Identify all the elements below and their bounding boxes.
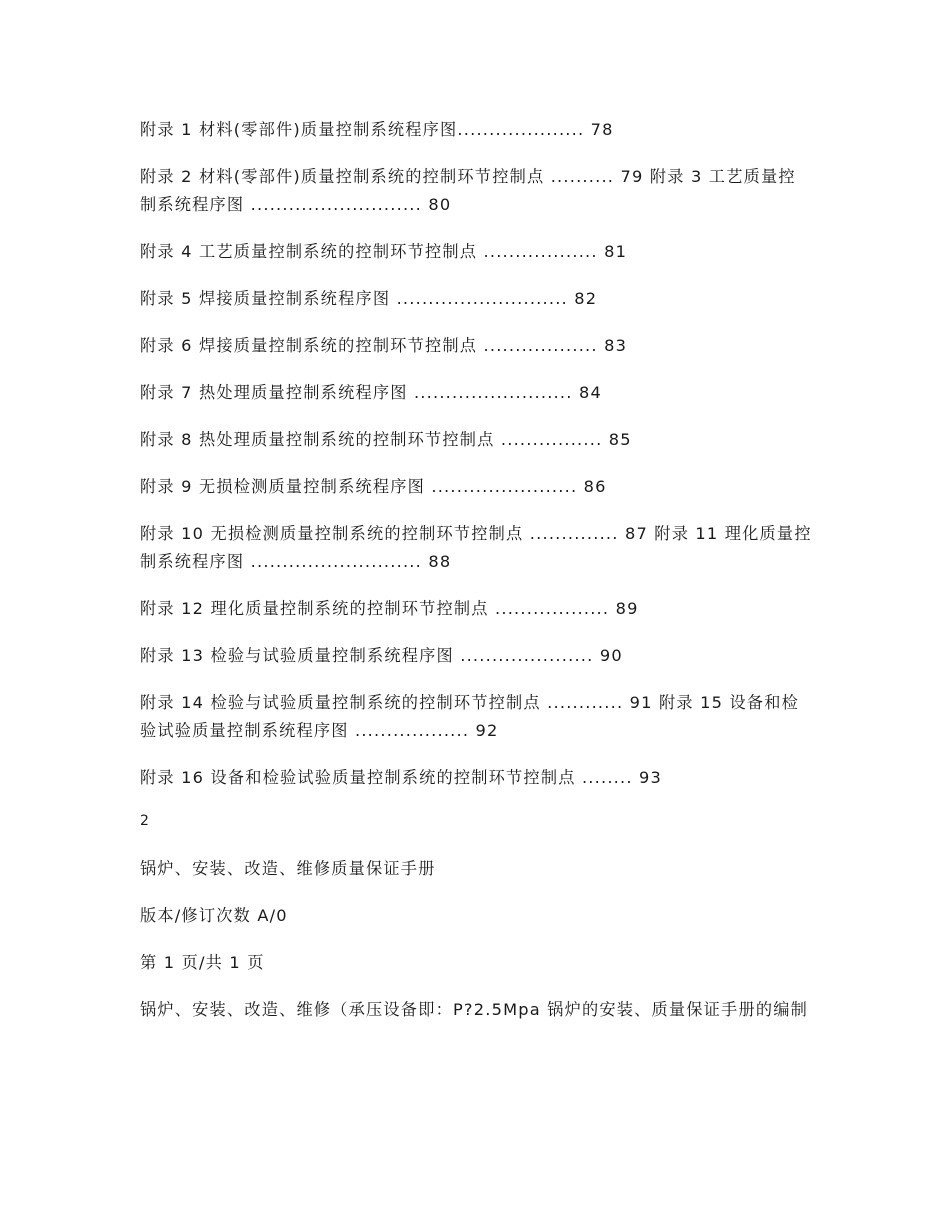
toc-entry: 附录 4 工艺质量控制系统的控制环节控制点 .................. 81: [140, 242, 628, 261]
toc-entry: 附录 13 检验与试验质量控制系统程序图 ..................... 90: [140, 646, 623, 665]
manual-title: 锅炉、安装、改造、维修质量保证手册: [140, 859, 436, 878]
toc-entry: 附录 1 材料(零部件)质量控制系统程序图.................... 78: [140, 120, 614, 139]
page-info: 第 1 页/共 1 页: [140, 953, 265, 972]
toc-entry: 附录 16 设备和检验试验质量控制系统的控制环节控制点 ........ 93: [140, 768, 663, 787]
toc-entry: 附录 14 检验与试验质量控制系统的控制环节控制点 ............ 91 附录 15 设备和检验试验质量控制系统程序图 .................. 92: [140, 693, 800, 740]
toc-entry: 附录 9 无损检测质量控制系统程序图 ....................... 86: [140, 477, 607, 496]
toc-entry: 附录 5 焊接质量控制系统程序图 ........................... 82: [140, 289, 598, 308]
toc-entry: 附录 10 无损检测质量控制系统的控制环节控制点 .............. 87 附录 11 理化质量控制系统程序图 ........................... 88: [140, 524, 812, 571]
toc-entry: 附录 12 理化质量控制系统的控制环节控制点 .................. 89: [140, 599, 639, 618]
toc-entry: 附录 8 热处理质量控制系统的控制环节控制点 ................ 85: [140, 430, 632, 449]
page-content: [140, 116, 812, 1043]
body-paragraph: 锅炉、安装、改造、维修（承压设备即：P?2.5Mpa 锅炉的安装、质量保证手册的编制: [140, 1000, 808, 1019]
toc-entry: 附录 7 热处理质量控制系统程序图 ......................... 84: [140, 383, 602, 402]
toc-entry: 附录 6 焊接质量控制系统的控制环节控制点 .................. 83: [140, 336, 628, 355]
version-info: 版本/修订次数 A/0: [140, 906, 288, 925]
page-number: 2: [140, 813, 150, 829]
toc-entry: 附录 2 材料(零部件)质量控制系统的控制环节控制点 .......... 79 附录 3 工艺质量控制系统程序图 ........................... 80: [140, 167, 796, 214]
